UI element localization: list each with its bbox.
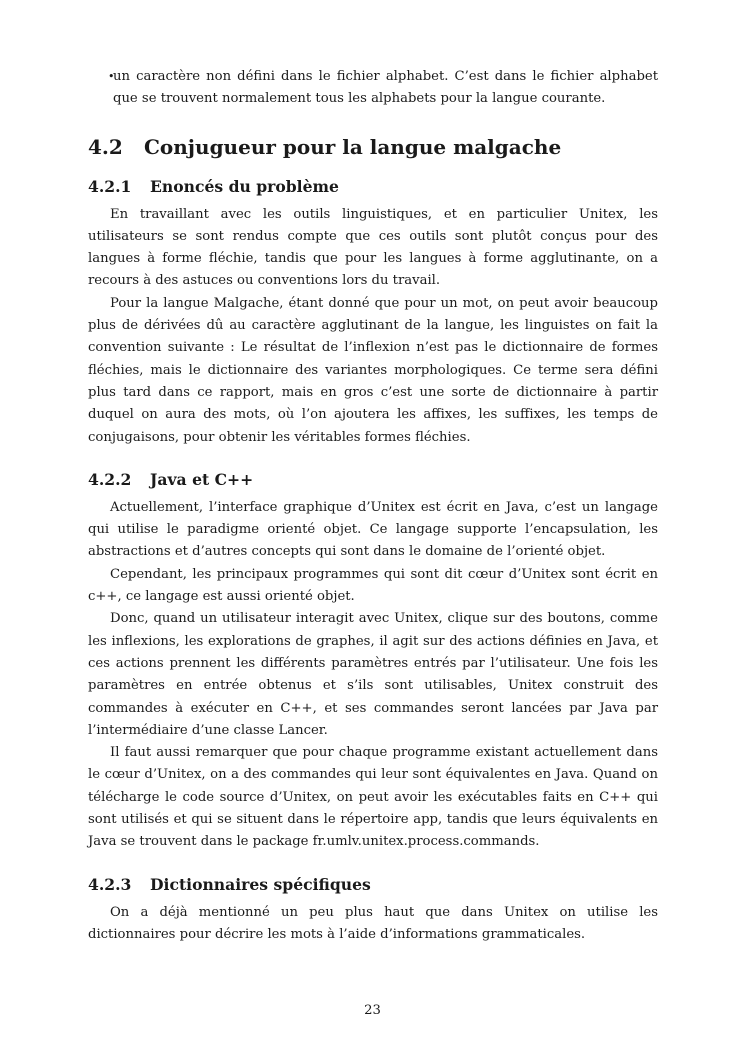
section-title: Conjugueur pour la langue malgache (144, 134, 562, 159)
section-number: 4.2 (88, 134, 123, 159)
page-number: 23 (364, 1003, 381, 1018)
paragraph: Actuellement, l’interface graphique d’Unitex est écrit en Java, c’est un langage qui utilise le paradigme orienté objet. Ce langage supporte l’encapsulation, les abstractions et d’autres concepts qui sont dans le domaine de l’orienté objet. (88, 499, 658, 560)
bullet-text: un caractère non défini dans le fichier alphabet. C’est dans le fichier alphabet que se trouvent normalement tous les alphabets pour la langue courante. (113, 69, 658, 107)
subsection-number: 4.2.3 (88, 874, 132, 894)
subsection-title: Enoncés du problème (150, 176, 339, 196)
paragraph: Donc, quand un utilisateur interagit avec Unitex, clique sur des boutons, comme les inflexions, les explorations de graphes, il agit sur des actions définies en Java, et ces actions prennent les différents paramètres entrés par l’utilisateur. Une fois les paramètres en entrée obtenus et s’ils sont utilisables, Unitex construit des commandes à exécuter en C++, et ses commandes seront lancées par Java par l’intermédiaire d’une classe Lancer. (88, 611, 658, 738)
bullet-mark: • (108, 70, 115, 83)
paragraph: Cependant, les principaux programmes qui sont dit cœur d’Unitex sont écrit en c++, ce langage est aussi orienté objet. (88, 566, 658, 605)
subsection-heading (88, 874, 658, 896)
subsection-body (88, 497, 658, 854)
subsection-body (88, 204, 658, 449)
document-page (88, 66, 658, 946)
subsection-number: 4.2.1 (88, 176, 132, 196)
subsection-number: 4.2.2 (88, 469, 132, 489)
bullet-list-item (88, 66, 658, 111)
subsection-title: Dictionnaires spécifiques (150, 874, 371, 894)
subsection-title: Java et C++ (150, 469, 254, 489)
subsection-body (88, 902, 658, 947)
paragraph: On a déjà mentionné un peu plus haut que dans Unitex on utilise les dictionnaires pour décrire les mots à l’aide d’informations grammaticales. (88, 904, 658, 942)
paragraph: Pour la langue Malgache, étant donné que pour un mot, on peut avoir beaucoup plus de dérivées dû au caractère agglutinant de la langue, les linguistes on fait la convention suivante : Le résultat de l’inflexion n’est pas le dictionnaire de formes fléchies, mais le dictionnaire des variantes morphologiques. Ce terme sera défini plus tard dans ce rapport, mais en gros c’est une sorte de dictionnaire à partir duquel on aura des mots, où l’on ajoutera les affixes, les suffixes, les temps de conjugaisons, pour obtenir les véritables formes fléchies. (88, 295, 658, 445)
section-heading (88, 134, 658, 160)
paragraph: En travaillant avec les outils linguistiques, et en particulier Unitex, les utilisateurs se sont rendus compte que ces outils sont plutôt conçus pour des langues à forme fléchie, tandis que pour les langues à forme agglutinante, on a recours à des astuces ou conventions lors du travail. (88, 206, 658, 289)
subsection-heading (88, 469, 658, 491)
subsection-heading (88, 176, 658, 198)
paragraph: Il faut aussi remarquer que pour chaque programme existant actuellement dans le cœur d’Unitex, on a des commandes qui leur sont équivalentes en Java. Quand on télécharge le code source d’Unitex, on peut avoir les exécutables faits en C++ qui sont utilisés et qui se situent dans le répertoire app, tandis que leurs équivalents en Java se trouvent dans le package fr.umlv.unitex.process.commands. (88, 745, 658, 850)
